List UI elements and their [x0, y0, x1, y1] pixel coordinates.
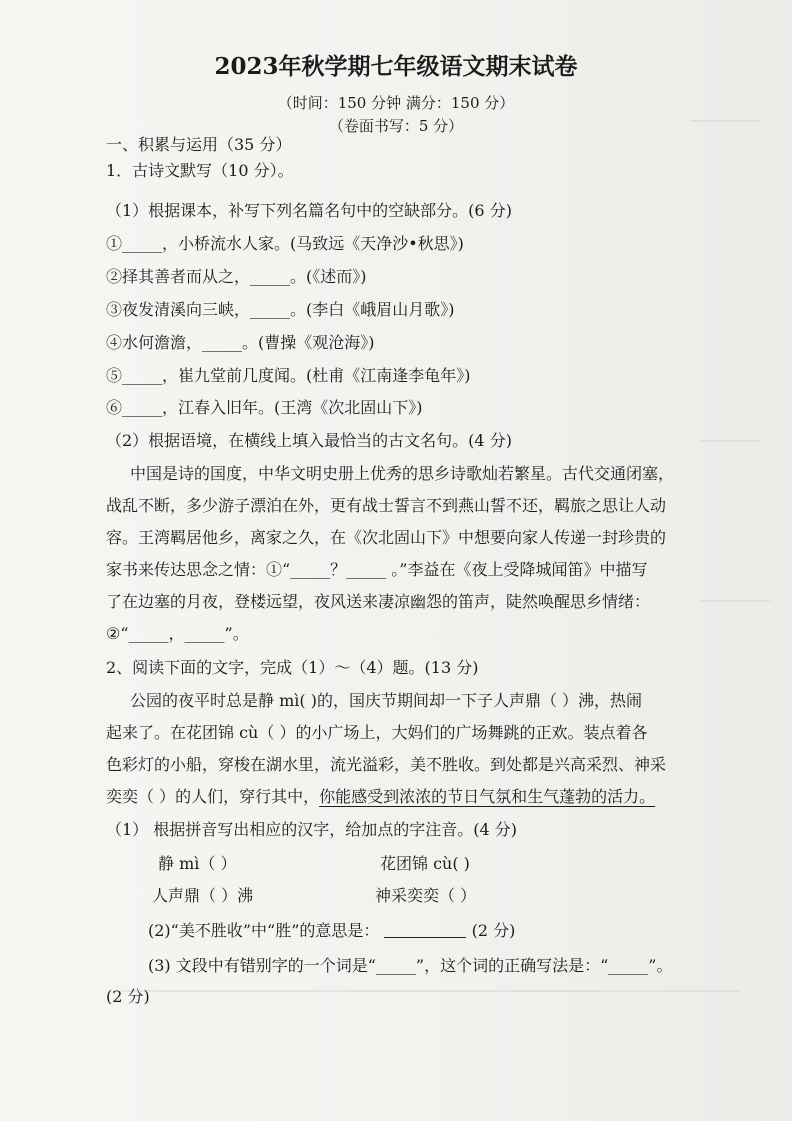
question-2-sub3: (3) 文段中有错别字的一个词是“_____”，这个词的正确写法是：“_____”。: [148, 956, 673, 975]
recitation-item: ①_____，小桥流水人家。(马致远《天净沙•秋思》): [106, 234, 464, 253]
exam-meta: （时间：150 分钟 满分：150 分）: [277, 94, 515, 112]
reading-passage-line: [106, 786, 655, 808]
recitation-item: ②择其善者而从之，_____。(《述而》): [106, 267, 367, 286]
question-1-heading: 1．古诗文默写（10 分）。: [106, 161, 294, 180]
reading-passage-line: 公园的夜平时总是静 mì( )的，国庆节期间却一下子人声鼎（ ）沸，热闹: [130, 691, 643, 710]
recitation-item: ⑥_____，江春入旧年。(王湾《次北固山下》): [106, 398, 423, 417]
recitation-item: ③夜发清溪向三峡，_____。(李白《峨眉山月歌》): [106, 300, 455, 319]
reading-passage-line: 色彩灯的小船，穿梭在湖水里，流光溢彩，美不胜收。到处都是兴高采烈、神采: [106, 755, 667, 774]
question-2-sub1: （1） 根据拼音写出相应的汉字，给加点的字注音。(4 分): [106, 820, 518, 839]
context-paragraph-line: 战乱不断，多少游子漂泊在外，更有战士誓言不到燕山誓不还，羁旅之思让人动: [106, 496, 667, 515]
reading-passage-text: 奕奕（ ）的人们，穿行其中，: [106, 787, 320, 806]
answer-blank[interactable]: 神采奕奕（ ）: [375, 886, 477, 905]
question-1-part2-prompt: （2）根据语境，在横线上填入最恰当的古文名句。(4 分): [106, 431, 512, 450]
exam-title: 2023年秋学期七年级语文期末试卷: [214, 53, 578, 80]
handwriting-score: （卷面书写：5 分）: [328, 117, 464, 135]
bleed-through-mark: [700, 600, 770, 602]
question-1-part1-prompt: （1）根据课本，补写下列名篇名句中的空缺部分。(6 分): [106, 201, 512, 220]
context-paragraph-line: 家书来传达思念之情：①“_____？_____ 。”李益在《夜上受降城闻笛》中描写: [106, 560, 648, 579]
answer-blank[interactable]: 花团锦 cù( ): [380, 854, 470, 873]
context-paragraph-line: 容。王湾羁居他乡，离家之久，在《次北固山下》中想要向家人传递一封珍贵的: [106, 528, 667, 547]
underlined-sentence: 你能感受到浓浓的节日气氛和生气蓬勃的活力。: [319, 787, 656, 806]
reading-passage-line: 起来了。在花团锦 cù（ ）的小广场上，大妈们的广场舞跳的正欢。装点着各: [106, 723, 648, 742]
bleed-through-mark: [700, 440, 760, 442]
bleed-through-mark: [120, 990, 740, 992]
context-paragraph-line: 了在边塞的月夜，登楼远望，夜风送来凄凉幽怨的笛声，陡然唤醒思乡情绪：: [106, 592, 651, 611]
question-2-sub2-text: (2)“美不胜收”中“胜”的意思是：: [148, 921, 380, 940]
answer-blank[interactable]: 静 mì（ ）: [158, 854, 237, 873]
context-paragraph-line: ②“_____，_____”。: [106, 624, 249, 643]
recitation-item: ⑤_____，崔九堂前几度闻。(杜甫《江南逢李龟年》): [106, 366, 471, 385]
question-2-sub2: [148, 920, 515, 942]
question-2-sub3-points: (2 分): [106, 987, 150, 1006]
answer-line[interactable]: [384, 921, 466, 938]
question-2-heading: 2、阅读下面的文字，完成（1）～（4）题。(13 分): [106, 658, 479, 677]
section-heading: 一、积累与运用（35 分）: [106, 135, 292, 154]
recitation-item: ④水何澹澹，_____。(曹操《观沧海》): [106, 333, 375, 352]
context-paragraph-line: 中国是诗的国度，中华文明史册上优秀的思乡诗歌灿若繁星。古代交通闭塞，: [130, 464, 675, 483]
question-2-sub2-points: (2 分): [471, 921, 516, 940]
answer-blank[interactable]: 人声鼎（ ）沸: [152, 886, 254, 905]
